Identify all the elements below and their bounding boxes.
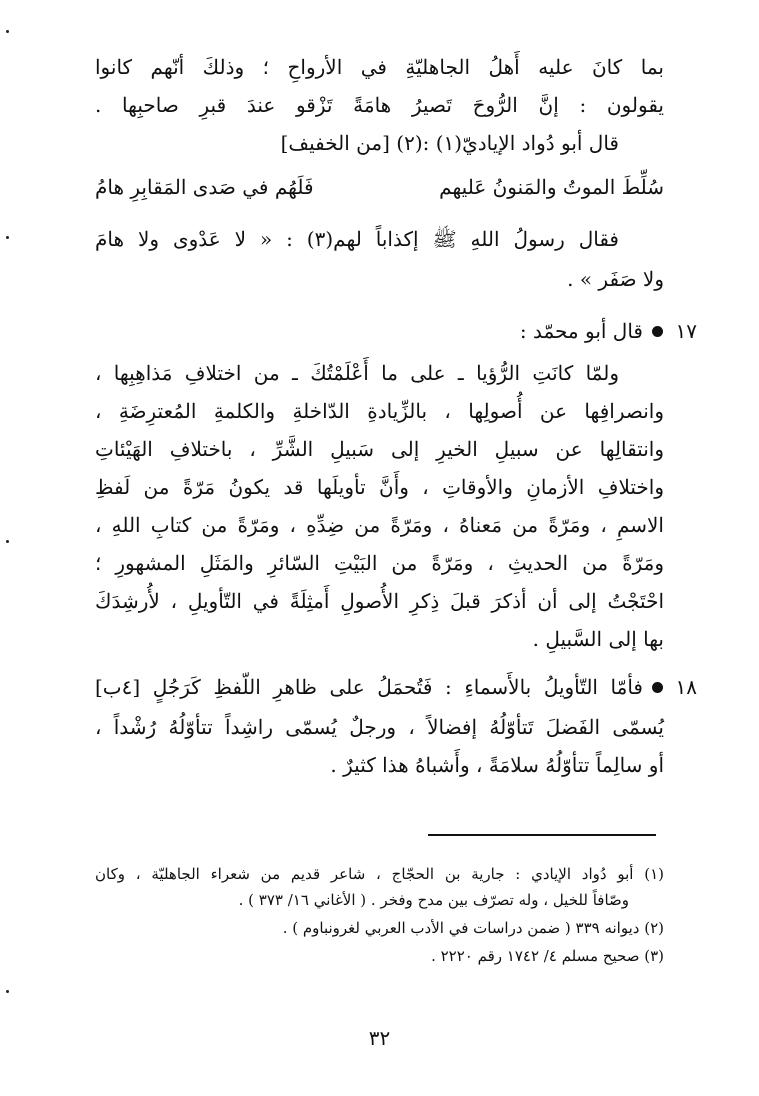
section17-line: ولمّا كانَتِ الرُّؤيا ـ على ما أَعْلَمْتُكَ ـ من اختلافِ مَذاهِبِها ، (95, 361, 619, 385)
section17-line: الاسمِ ، ومَرّةً من مَعناهُ ، ومَرّةً من ضِدِّهِ ، ومَرّةً من كتابِ اللهِ ، (95, 513, 664, 537)
footnote-separator (428, 834, 656, 836)
verse-first-half: سُلِّطَ الموتُ والمَنونُ عَليهم (439, 175, 664, 199)
section17-line: ومَرّةً من الحديثِ ، ومَرّةً من البَيْتِ السّائرِ والمَثَلِ المشهورِ ؛ (95, 551, 664, 575)
section17-line: واختلافِ الأزمانِ والأوقاتِ ، وأَنَّ تأويلَها قد يكونُ مَرّةً من لَفظِ (95, 475, 664, 499)
poem-intro: قال أبو دُواد الإياديّ(١) :(٢) [من الخفيف] (280, 131, 619, 155)
bullet-icon (652, 682, 663, 693)
section17-line: احْتَجْتُ إلى أن أذكرَ قبلَ ذِكرِ الأُصولِ أَمثِلَةً في التّأويلِ ، لأُرشِدَكَ (95, 589, 664, 613)
footnote: (١) أبو دُواد الإيادي : جارية بن الحجّاج ، شاعر قديم من شعراء الجاهليّة ، وكان (95, 865, 664, 883)
section18-line: يُسمّى الفَضلَ تَتأوّلُهُ إفضالاً ، ورجلٌ يُسمّى راشِداً تتأوّلُهُ رُشْداً ، (95, 715, 664, 739)
footnote: (٢) ديوانه ٣٣٩ ( ضمن دراسات في الأدب العربي لغرونباوم ) . (282, 919, 664, 937)
section18-line: أو سالِماً تتأوّلُهُ سلامَةً ، وأَشباهُ هذا كثيرٌ . (330, 753, 664, 777)
verse-second-half: فَلَهُم في صَدى المَقابِرِ هامُ (95, 175, 314, 199)
scan-mark (6, 990, 9, 993)
body-line: بما كانَ عليه أَهلُ الجاهليّةِ في الأرواحِ ؛ وذلكَ أنّهم كانوا (95, 55, 664, 79)
section17-heading: قال أبو محمّد : (519, 319, 643, 343)
section17-line: وانتقالِها عن سبيلِ الخيرِ إلى سَبيلِ الشَّرِّ ، باختلافِ الهَيْئاتِ (95, 437, 664, 461)
page-number: ٣٢ (368, 1026, 391, 1050)
section17-line: بها إلى السَّبيلِ . (532, 627, 664, 651)
bullet-icon (652, 326, 663, 337)
section-number-18: ١٨ (675, 675, 697, 699)
body-line: يقولون : إنَّ الرُّوحَ تَصيرُ هامَةً تَزْقو عندَ قبرِ صاحبِها . (95, 93, 664, 117)
section17-line: وانصرافِها عن أُصولِها ، بالزِّيادةِ الدّاخلةِ والكلمةِ المُعترِضَةِ ، (95, 399, 664, 423)
footnote: (٣) صحيح مسلم ٤/ ١٧٤٢ رقم ٢٢٢٠ . (431, 947, 664, 965)
scan-mark (6, 540, 9, 543)
scan-mark (6, 30, 9, 33)
hadith-line: فقال رسولُ اللهِ ﷺ إكذاباً لهم(٣) : « لا عَدْوى ولا هامَ (95, 227, 619, 251)
scan-mark (6, 236, 9, 239)
footnote: وصّافاً للخيل ، وله تصرّف بين مدح وفخر . ( الأغاني ١٦/ ٣٧٣ ) . (238, 891, 629, 909)
section18-line: فأمّا التّأويلُ بالأَسماءِ : فَتُحمَلُ على ظاهرِ اللّفظِ كَرَجُلٍ [٤ب] (95, 675, 643, 699)
section-number-17: ١٧ (675, 319, 697, 343)
hadith-line: ولا صَفَر » . (567, 267, 664, 291)
